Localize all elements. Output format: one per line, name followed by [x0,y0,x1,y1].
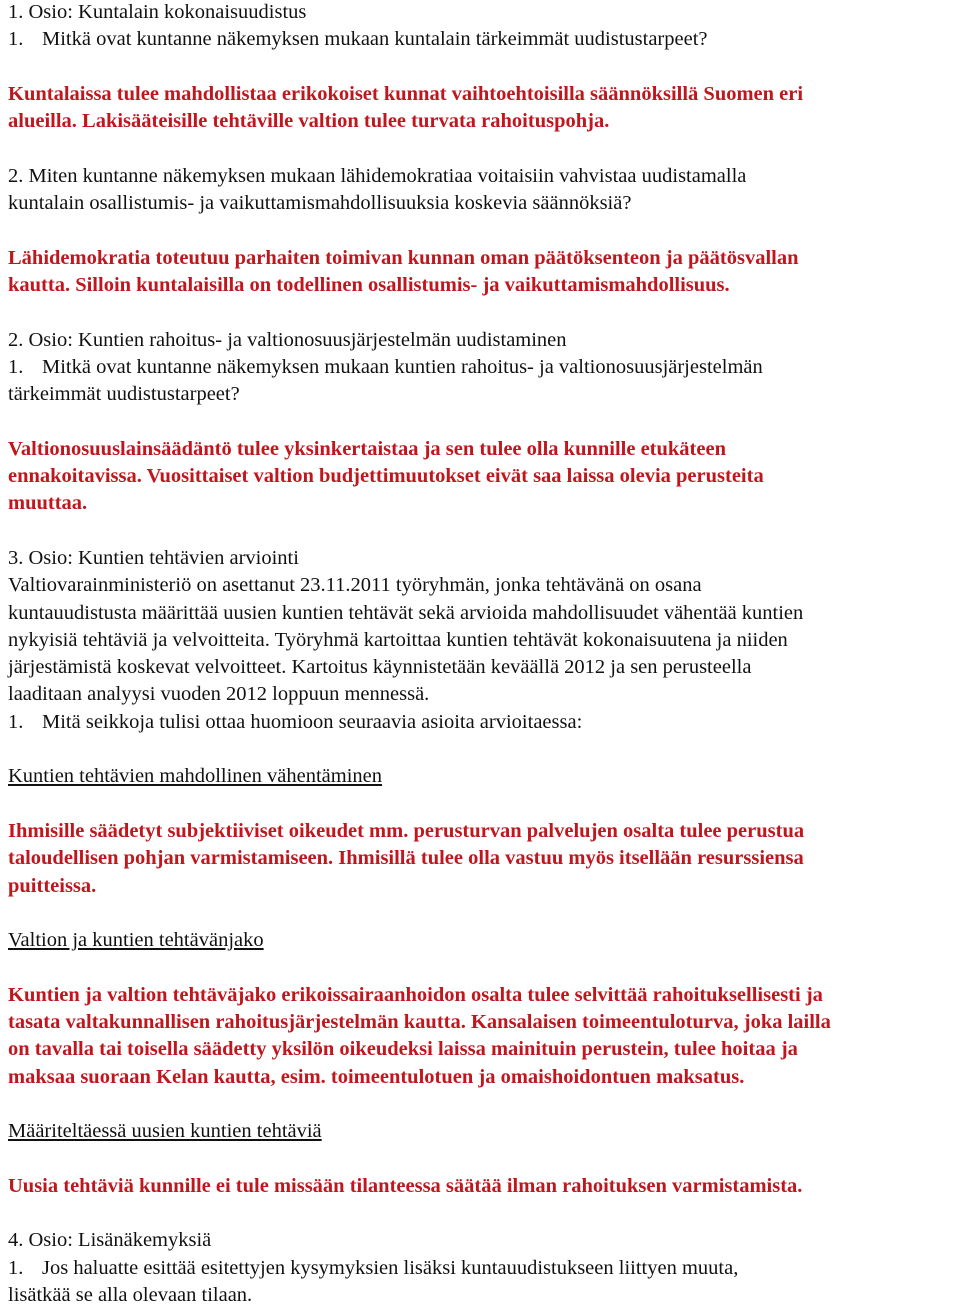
section-2-answer-1-line-2: ennakoitavissa. Vuosittaiset valtion budjettimuutokset eivät saa laissa olevia perusteita [8,465,764,488]
question-number: 1. [8,28,24,51]
section-3-question-1 [8,709,958,736]
subtopic-2-answer-line-1: Kuntien ja valtion tehtäväjako erikoissairaanhoidon osalta tulee selvittää rahoituksellisesti ja [8,983,823,1006]
question-number: 1. [8,710,24,733]
section-1-answer-1-line-1: Kuntalaissa tulee mahdollistaa erikokoiset kunnat vaihtoehtoisilla säännöksillä Suomen eri [8,82,804,105]
section-1-heading: 1. Osio: Kuntalain kokonaisuudistus [8,1,307,23]
question-text: Mitkä ovat kuntanne näkemyksen mukaan kuntien rahoitus- ja valtionosuusjärjestelmän [42,355,763,378]
section-3-heading: 3. Osio: Kuntien tehtävien arviointi [8,546,299,569]
section-1-question-1 [8,26,958,53]
section-3-intro-line-2: kuntauudistusta määrittää uusien kuntien tehtävät sekä arvioida mahdollisuudet vähentää kuntien [8,601,804,624]
subtopic-2-answer-line-2: tasata valtakunnallisen rahoitusjärjestelmän kautta. Kansalaisen toimeentuloturva, joka lailla [8,1010,831,1033]
section-4-heading: 4. Osio: Lisänäkemyksiä [8,1229,212,1252]
subtopic-1-answer-line-2: taloudellisen pohjan varmistamiseen. Ihmisillä tulee olla vastuu myös itsellään resurssiensa [8,847,804,870]
question-number: 1. [8,1256,24,1279]
subtopic-1-title: Kuntien tehtävien mahdollinen vähentäminen [8,765,383,788]
subtopic-2-answer-line-3: on tavalla tai toisella säädetty yksilön oikeudeksi laissa mainituin perustein, tulee hoitaa ja [8,1038,798,1061]
subtopic-3-answer-line-1: Uusia tehtäviä kunnille ei tule missään tilanteessa säätää ilman rahoituksen varmistamista. [8,1174,803,1197]
section-3-intro-line-3: nykyisiä tehtäviä ja velvoitteita. Työryhmä kartoittaa kuntien tehtävät kokonaisuutena ja niiden [8,628,788,651]
section-1-answer-2-line-1: Lähidemokratia toteutuu parhaiten toimivan kunnan oman päätöksenteon ja päätösvallan [8,246,799,269]
section-3-intro-line-1: Valtiovarainministeriö on asettanut 23.11.2011 työryhmän, jonka tehtävänä on osana [8,574,702,597]
section-1-answer-2-line-2: kautta. Silloin kuntalaisilla on todellinen osallistumis- ja vaikuttamismahdollisuus. [8,273,730,296]
question-text: Mitkä ovat kuntanne näkemyksen mukaan kuntalain tärkeimmät uudistustarpeet? [42,28,708,51]
section-2-question-1-line-1 [8,354,958,381]
question-number: 1. [8,355,24,378]
section-3-intro-line-5: laaditaan analyysi vuoden 2012 loppuun mennessä. [8,683,430,706]
document-body [8,0,958,1309]
section-2-answer-1-line-1: Valtionosuuslainsäädäntö tulee yksinkertaistaa ja sen tulee olla kunnille etukäteen [8,437,726,460]
subtopic-1-answer-line-3: puitteissa. [8,874,97,897]
section-1-question-2-line-2: kuntalain osallistumis- ja vaikuttamismahdollisuuksia koskevia säännöksiä? [8,192,632,215]
question-text: Jos haluatte esittää esitettyjen kysymyksien lisäksi kuntauudistukseen liittyen muuta, [42,1256,739,1279]
section-1-answer-1-line-2: alueilla. Lakisääteisille tehtäville valtion tulee turvata rahoituspohja. [8,110,610,133]
section-2-question-1-line-2: tärkeimmät uudistustarpeet? [8,383,240,406]
section-3-intro-line-4: järjestämistä koskevat velvoitteet. Kartoitus käynnistetään keväällä 2012 ja sen perusteella [8,656,752,679]
subtopic-1-answer-line-1: Ihmisille säädetyt subjektiiviset oikeudet mm. perusturvan palvelujen osalta tulee perustua [8,819,805,842]
subtopic-2-answer-line-4: maksaa suoraan Kelan kautta, esim. toimeentulotuen ja omaishoidontuen maksatus. [8,1065,745,1088]
subtopic-3-title: Määriteltäessä uusien kuntien tehtäviä [8,1120,322,1143]
section-2-heading: 2. Osio: Kuntien rahoitus- ja valtionosuusjärjestelmän uudistaminen [8,328,567,351]
section-4-question-1-line-2: lisätkää se alla olevaan tilaan. [8,1283,253,1306]
section-2-answer-1-line-3: muuttaa. [8,492,88,515]
section-4-question-1-line-1 [8,1255,958,1282]
section-1-question-2-line-1: 2. Miten kuntanne näkemyksen mukaan lähidemokratiaa voitaisiin vahvistaa uudistamalla [8,164,747,187]
question-text: Mitä seikkoja tulisi ottaa huomioon seuraavia asioita arvioitaessa: [42,710,583,733]
subtopic-2-title: Valtion ja kuntien tehtävänjako [8,929,264,952]
